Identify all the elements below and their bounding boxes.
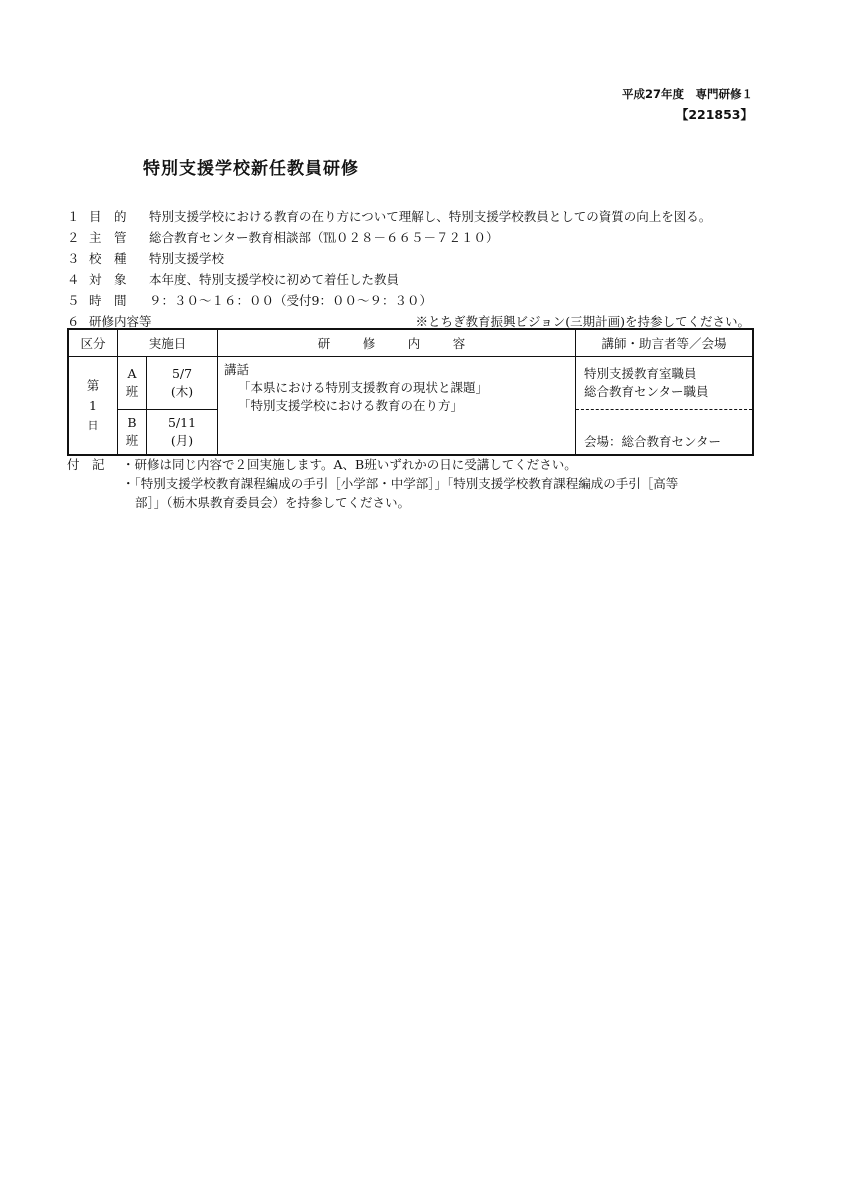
content-cell: 講話 「本県における特別支援教育の現状と課題」 「特別支援学校における教育の在り方」 xyxy=(218,357,576,456)
group-a-date: 5/7 (木) xyxy=(147,357,218,410)
item-number: １ xyxy=(67,209,80,224)
item-text: 特別支援学校 xyxy=(149,251,225,266)
item-label: 対 象 xyxy=(89,272,127,287)
outline-item-organizer xyxy=(67,227,767,248)
page-title: 特別支援学校新任教員研修 xyxy=(143,159,359,179)
outline-item-time xyxy=(67,290,767,311)
item-number: ３ xyxy=(67,251,80,266)
day-cell: 第 1 日 xyxy=(68,357,118,456)
item-text: 特別支援学校における教育の在り方について理解し、特別支援学校教員としての資質の向上を図る。 xyxy=(149,209,712,224)
group-b-label: B 班 xyxy=(118,410,147,456)
item-label: 目 的 xyxy=(89,209,127,224)
item-label: 校 種 xyxy=(89,251,127,266)
schedule-table xyxy=(67,328,754,456)
bring-vision-note: ※とちぎ教育振興ビジョン(三期計画)を持参してください。 xyxy=(415,314,750,329)
outline-item-purpose xyxy=(67,206,767,227)
venue-cell: 会場：総合教育センター xyxy=(576,410,754,456)
header-course-code: 【221853】 xyxy=(675,107,753,122)
item-text: 総合教育センター教育相談部（℡０２８－６６５－７２１０） xyxy=(149,230,499,245)
item-number: ６ xyxy=(67,314,80,329)
item-text: ９：３０～１６：００（受付9：００～９：３０） xyxy=(149,293,432,308)
item-number: ５ xyxy=(67,293,80,308)
item-number: ４ xyxy=(67,272,80,287)
lecturer-cell: 特別支援教育室職員 総合教育センター職員 xyxy=(576,357,754,410)
header-year-label: 平成27年度 専門研修１ xyxy=(621,87,753,101)
item-text: 本年度、特別支援学校に初めて着任した教員 xyxy=(149,272,400,287)
outline-item-target xyxy=(67,269,767,290)
item-label: 時 間 xyxy=(89,293,127,308)
notes-label: 付 記 xyxy=(67,457,105,472)
table-header-row xyxy=(68,329,753,357)
item-number: ２ xyxy=(67,230,80,245)
header-content: 研 修 内 容 xyxy=(218,329,576,357)
note-line-3: 部］」（栃木県教育委員会）を持参してください。 xyxy=(135,495,411,510)
group-b-date: 5/11 (月) xyxy=(147,410,218,456)
item-label: 研修内容等 xyxy=(89,314,152,329)
note-line-2: ・「特別支援学校教育課程編成の手引［小学部・中学部］」「特別支援学校教育課程編成の手引［高等 xyxy=(122,476,679,491)
note-line-1: ・研修は同じ内容で２回実施します。A、B班いずれかの日に受講してください。 xyxy=(122,457,577,472)
notes-section xyxy=(67,455,767,512)
outline-item-school-type xyxy=(67,248,767,269)
header-date: 実施日 xyxy=(118,329,218,357)
outline-list xyxy=(67,206,767,332)
group-a-label: A 班 xyxy=(118,357,147,410)
header-lecturer: 講師・助言者等／会場 xyxy=(576,329,754,357)
item-label: 主 管 xyxy=(89,230,127,245)
header-kubun: 区分 xyxy=(68,329,118,357)
